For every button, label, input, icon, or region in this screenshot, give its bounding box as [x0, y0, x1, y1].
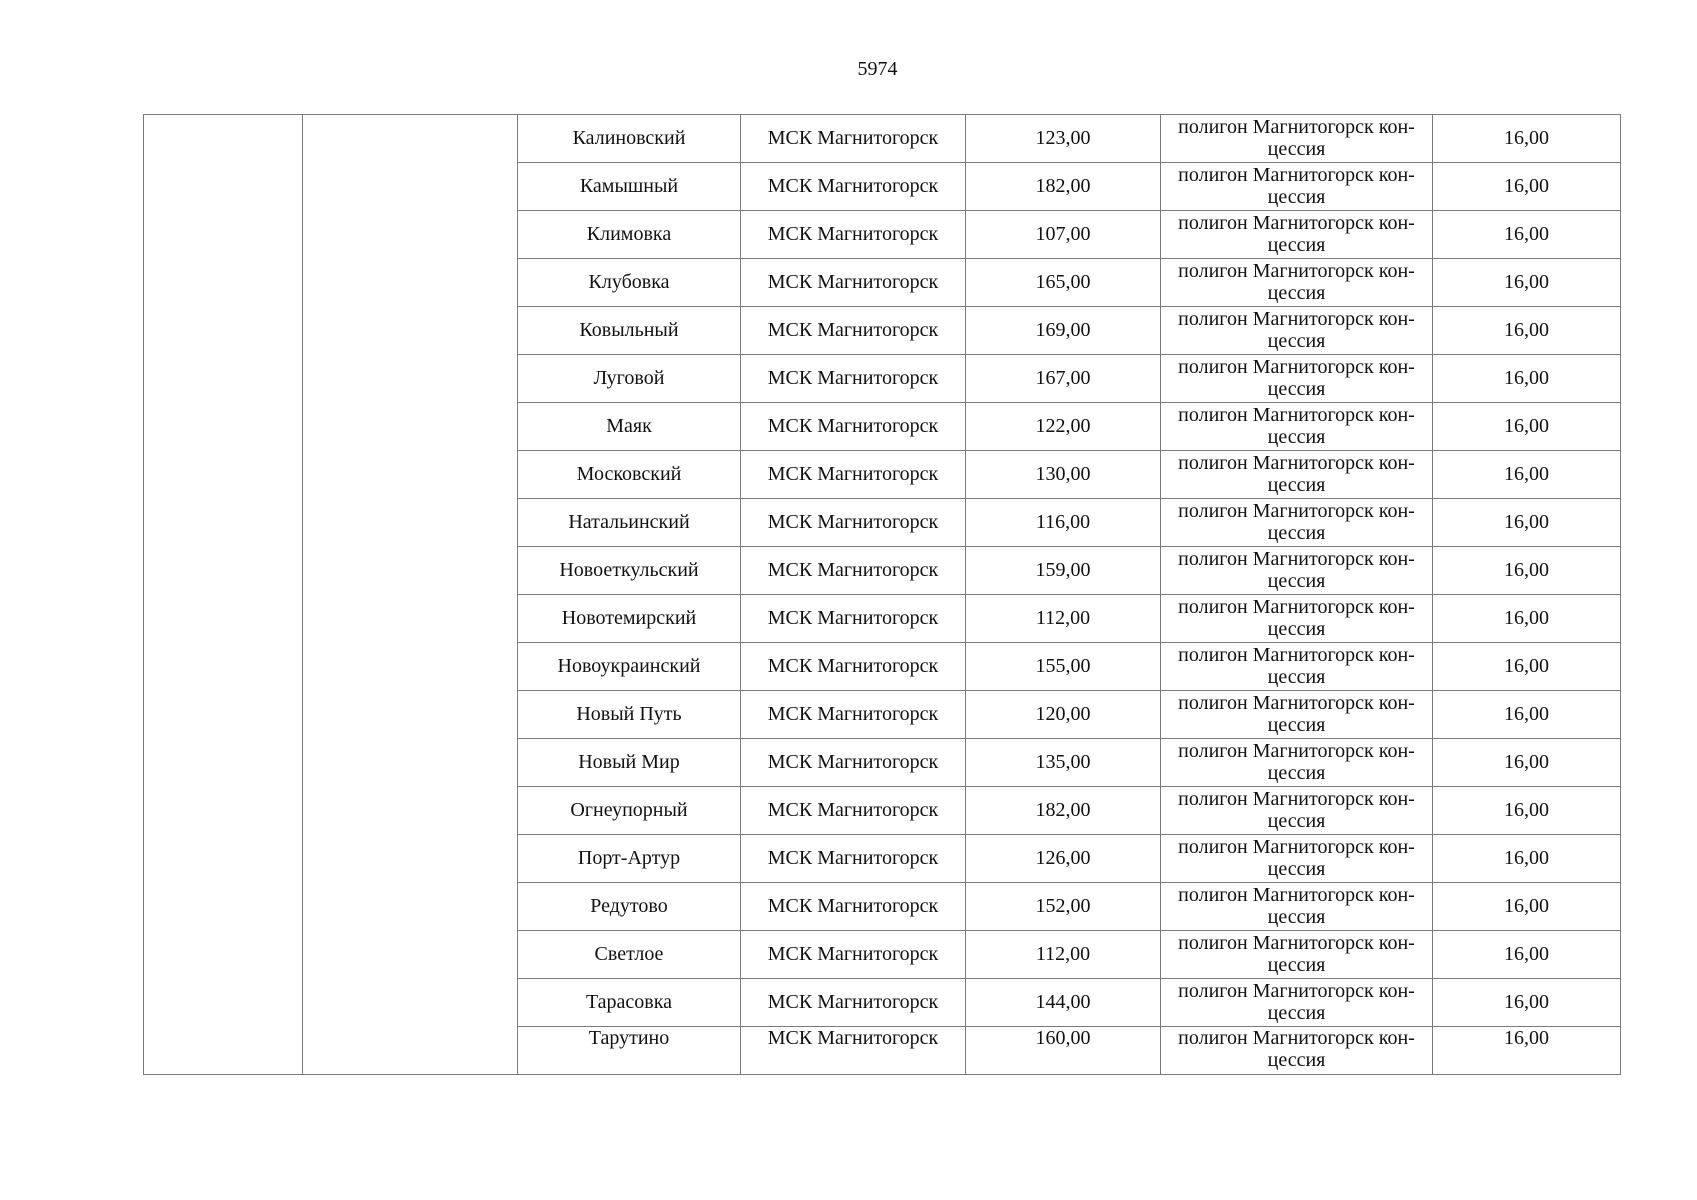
distance-cell	[966, 451, 1161, 499]
distance-cell-text: 155,00	[1035, 655, 1091, 677]
page-number: 5974	[857, 58, 898, 80]
source-cell-text: МСК Магнитогорск	[767, 655, 939, 677]
distance-cell	[966, 931, 1161, 979]
destination-cell	[1161, 883, 1433, 931]
settlement-cell	[518, 931, 741, 979]
destination-cell-text: полигон Магнитогорск кон-цессия	[1178, 356, 1415, 400]
distance-cell	[966, 643, 1161, 691]
destination-cell-text: полигон Магнитогорск кон-цессия	[1178, 932, 1415, 976]
distance-cell	[966, 499, 1161, 547]
destination-cell	[1161, 691, 1433, 739]
settlement-cell-text: Новоеткульский	[559, 559, 699, 581]
tariff-cell	[1433, 931, 1621, 979]
destination-cell	[1161, 931, 1433, 979]
destination-cell-text: полигон Магнитогорск кон-цессия	[1178, 1027, 1415, 1071]
tariff-cell-text: 16,00	[1504, 511, 1549, 533]
source-cell-text: МСК Магнитогорск	[767, 703, 939, 725]
destination-cell	[1161, 115, 1433, 163]
source-cell	[741, 979, 966, 1027]
destination-cell-text: полигон Магнитогорск кон-цессия	[1178, 404, 1415, 448]
tariff-cell	[1433, 643, 1621, 691]
tariff-cell	[1433, 835, 1621, 883]
settlement-cell-text: Клубовка	[588, 271, 670, 293]
settlement-cell-text: Тарасовка	[585, 991, 673, 1013]
distance-cell	[966, 835, 1161, 883]
source-cell	[741, 883, 966, 931]
tariff-cell-text: 16,00	[1504, 271, 1549, 293]
settlement-cell-text: Новый Мир	[578, 751, 680, 773]
source-cell	[741, 403, 966, 451]
tariff-cell-text: 16,00	[1504, 991, 1549, 1013]
source-cell	[741, 499, 966, 547]
source-cell-text: МСК Магнитогорск	[767, 895, 939, 917]
destination-cell	[1161, 787, 1433, 835]
tariff-cell	[1433, 739, 1621, 787]
destination-cell	[1161, 163, 1433, 211]
source-cell	[741, 931, 966, 979]
settlement-cell	[518, 787, 741, 835]
settlement-cell	[518, 643, 741, 691]
destination-cell-text: полигон Магнитогорск кон-цессия	[1178, 116, 1415, 160]
distance-cell-text: 152,00	[1035, 895, 1091, 917]
tariff-cell	[1433, 115, 1621, 163]
tariff-cell-text: 16,00	[1504, 463, 1549, 485]
settlement-cell	[518, 307, 741, 355]
source-cell	[741, 739, 966, 787]
table-body	[144, 115, 1621, 1075]
destination-cell-text: полигон Магнитогорск кон-цессия	[1178, 980, 1415, 1024]
distance-cell-text: 135,00	[1035, 751, 1091, 773]
tariff-cell-text: 16,00	[1504, 559, 1549, 581]
source-cell-text: МСК Магнитогорск	[767, 559, 939, 581]
source-cell-text: МСК Магнитогорск	[767, 415, 939, 437]
settlement-cell	[518, 211, 741, 259]
source-cell-text: МСК Магнитогорск	[767, 1027, 939, 1049]
source-cell-text: МСК Магнитогорск	[767, 799, 939, 821]
settlement-cell	[518, 451, 741, 499]
distance-cell	[966, 307, 1161, 355]
distance-cell	[966, 163, 1161, 211]
distance-cell-text: 182,00	[1035, 799, 1091, 821]
tariff-cell-text: 16,00	[1504, 751, 1549, 773]
tariff-cell-text: 16,00	[1504, 799, 1549, 821]
settlement-cell-text: Новотемирский	[561, 607, 697, 629]
destination-cell	[1161, 211, 1433, 259]
tariff-cell	[1433, 787, 1621, 835]
tariff-cell-text: 16,00	[1504, 655, 1549, 677]
distance-cell-text: 182,00	[1035, 175, 1091, 197]
destination-cell-text: полигон Магнитогорск кон-цессия	[1178, 692, 1415, 736]
distance-cell	[966, 883, 1161, 931]
distance-cell	[966, 691, 1161, 739]
source-cell-text: МСК Магнитогорск	[767, 223, 939, 245]
source-cell	[741, 547, 966, 595]
settlement-cell-text: Светлое	[594, 943, 664, 965]
data-table	[143, 114, 1621, 1075]
tariff-cell	[1433, 691, 1621, 739]
distance-cell-text: 107,00	[1035, 223, 1091, 245]
settlement-cell	[518, 979, 741, 1027]
source-cell-text: МСК Магнитогорск	[767, 319, 939, 341]
table-row	[144, 115, 1621, 163]
destination-cell	[1161, 1027, 1433, 1075]
distance-cell	[966, 595, 1161, 643]
distance-cell-text: 122,00	[1035, 415, 1091, 437]
settlement-cell	[518, 259, 741, 307]
destination-cell	[1161, 835, 1433, 883]
settlement-cell-text: Новый Путь	[576, 703, 682, 725]
settlement-cell	[518, 1027, 741, 1075]
source-cell	[741, 115, 966, 163]
destination-cell-text: полигон Магнитогорск кон-цессия	[1178, 308, 1415, 352]
settlement-cell-text: Огнеупорный	[570, 799, 688, 821]
tariff-cell	[1433, 1027, 1621, 1075]
distance-cell	[966, 979, 1161, 1027]
source-cell	[741, 835, 966, 883]
settlement-cell-text: Новоукраинский	[557, 655, 701, 677]
source-cell-text: МСК Магнитогорск	[767, 127, 939, 149]
settlement-cell	[518, 883, 741, 931]
settlement-cell	[518, 499, 741, 547]
tariff-cell-text: 16,00	[1504, 943, 1549, 965]
destination-cell	[1161, 451, 1433, 499]
source-cell	[741, 307, 966, 355]
tariff-cell-text: 16,00	[1504, 127, 1549, 149]
settlement-cell-text: Натальинский	[568, 511, 690, 533]
destination-cell	[1161, 595, 1433, 643]
tariff-cell-text: 16,00	[1504, 223, 1549, 245]
destination-cell-text: полигон Магнитогорск кон-цессия	[1178, 884, 1415, 928]
tariff-cell-text: 16,00	[1504, 175, 1549, 197]
settlement-cell-text: Климовка	[586, 223, 672, 245]
tariff-cell	[1433, 979, 1621, 1027]
source-cell-text: МСК Магнитогорск	[767, 751, 939, 773]
tariff-cell-text: 16,00	[1504, 847, 1549, 869]
settlement-cell-text: Маяк	[606, 415, 652, 437]
tariff-cell	[1433, 883, 1621, 931]
source-cell-text: МСК Магнитогорск	[767, 847, 939, 869]
distance-cell-text: 120,00	[1035, 703, 1091, 725]
destination-cell-text: полигон Магнитогорск кон-цессия	[1178, 500, 1415, 544]
source-cell	[741, 595, 966, 643]
settlement-cell	[518, 691, 741, 739]
group-cell	[144, 115, 303, 1075]
settlement-cell-text: Камышный	[579, 175, 679, 197]
tariff-cell-text: 16,00	[1504, 1027, 1549, 1049]
settlement-cell-text: Московский	[576, 463, 682, 485]
distance-cell-text: 123,00	[1035, 127, 1091, 149]
destination-cell-text: полигон Магнитогорск кон-цессия	[1178, 836, 1415, 880]
settlement-cell	[518, 835, 741, 883]
destination-cell	[1161, 307, 1433, 355]
distance-cell-text: 144,00	[1035, 991, 1091, 1013]
distance-cell-text: 169,00	[1035, 319, 1091, 341]
tariff-cell	[1433, 451, 1621, 499]
tariff-cell	[1433, 259, 1621, 307]
tariff-cell-text: 16,00	[1504, 703, 1549, 725]
destination-cell	[1161, 547, 1433, 595]
source-cell-text: МСК Магнитогорск	[767, 175, 939, 197]
distance-cell	[966, 211, 1161, 259]
source-cell-text: МСК Магнитогорск	[767, 463, 939, 485]
tariff-cell-text: 16,00	[1504, 367, 1549, 389]
distance-cell-text: 167,00	[1035, 367, 1091, 389]
distance-cell	[966, 355, 1161, 403]
distance-cell-text: 159,00	[1035, 559, 1091, 581]
source-cell-text: МСК Магнитогорск	[767, 367, 939, 389]
source-cell	[741, 451, 966, 499]
tariff-cell-text: 16,00	[1504, 895, 1549, 917]
source-cell	[741, 787, 966, 835]
tariff-cell-text: 16,00	[1504, 415, 1549, 437]
destination-cell-text: полигон Магнитогорск кон-цессия	[1178, 260, 1415, 304]
destination-cell-text: полигон Магнитогорск кон-цессия	[1178, 740, 1415, 784]
settlement-cell-text: Калиновский	[572, 127, 686, 149]
settlement-cell	[518, 547, 741, 595]
settlement-cell	[518, 163, 741, 211]
destination-cell	[1161, 499, 1433, 547]
distance-cell	[966, 259, 1161, 307]
distance-cell-text: 130,00	[1035, 463, 1091, 485]
distance-cell-text: 165,00	[1035, 271, 1091, 293]
source-cell	[741, 355, 966, 403]
settlement-cell	[518, 115, 741, 163]
tariff-cell-text: 16,00	[1504, 319, 1549, 341]
source-cell	[741, 691, 966, 739]
tariff-cell	[1433, 211, 1621, 259]
settlement-cell	[518, 595, 741, 643]
source-cell	[741, 1027, 966, 1075]
distance-cell	[966, 115, 1161, 163]
source-cell	[741, 211, 966, 259]
tariff-cell	[1433, 595, 1621, 643]
tariff-cell	[1433, 547, 1621, 595]
tariff-cell	[1433, 355, 1621, 403]
destination-cell	[1161, 259, 1433, 307]
settlement-cell	[518, 403, 741, 451]
distance-cell	[966, 403, 1161, 451]
distance-cell	[966, 787, 1161, 835]
settlement-cell-text: Тарутино	[588, 1027, 670, 1049]
destination-cell-text: полигон Магнитогорск кон-цессия	[1178, 164, 1415, 208]
settlement-cell	[518, 355, 741, 403]
tariff-cell	[1433, 307, 1621, 355]
destination-cell-text: полигон Магнитогорск кон-цессия	[1178, 212, 1415, 256]
distance-cell	[966, 1027, 1161, 1075]
settlement-cell-text: Редутово	[590, 895, 668, 917]
tariff-cell	[1433, 499, 1621, 547]
source-cell-text: МСК Магнитогорск	[767, 991, 939, 1013]
destination-cell	[1161, 739, 1433, 787]
tariff-cell-text: 16,00	[1504, 607, 1549, 629]
destination-cell-text: полигон Магнитогорск кон-цессия	[1178, 596, 1415, 640]
tariff-cell	[1433, 403, 1621, 451]
source-cell	[741, 163, 966, 211]
distance-cell-text: 112,00	[1035, 943, 1091, 965]
source-cell-text: МСК Магнитогорск	[767, 607, 939, 629]
destination-cell	[1161, 403, 1433, 451]
source-cell	[741, 259, 966, 307]
source-cell-text: МСК Магнитогорск	[767, 943, 939, 965]
settlement-cell	[518, 739, 741, 787]
destination-cell	[1161, 643, 1433, 691]
settlement-cell-text: Ковыльный	[579, 319, 679, 341]
distance-cell-text: 126,00	[1035, 847, 1091, 869]
destination-cell-text: полигон Магнитогорск кон-цессия	[1178, 788, 1415, 832]
distance-cell-text: 112,00	[1035, 607, 1091, 629]
destination-cell-text: полигон Магнитогорск кон-цессия	[1178, 644, 1415, 688]
tariff-cell	[1433, 163, 1621, 211]
source-cell-text: МСК Магнитогорск	[767, 271, 939, 293]
distance-cell-text: 160,00	[1035, 1027, 1091, 1049]
subgroup-cell	[303, 115, 518, 1075]
source-cell	[741, 643, 966, 691]
settlement-cell-text: Порт-Артур	[577, 847, 681, 869]
destination-cell	[1161, 355, 1433, 403]
destination-cell-text: полигон Магнитогорск кон-цессия	[1178, 548, 1415, 592]
settlement-cell-text: Луговой	[593, 367, 665, 389]
source-cell-text: МСК Магнитогорск	[767, 511, 939, 533]
distance-cell	[966, 547, 1161, 595]
destination-cell-text: полигон Магнитогорск кон-цессия	[1178, 452, 1415, 496]
destination-cell	[1161, 979, 1433, 1027]
distance-cell	[966, 739, 1161, 787]
distance-cell-text: 116,00	[1035, 511, 1091, 533]
